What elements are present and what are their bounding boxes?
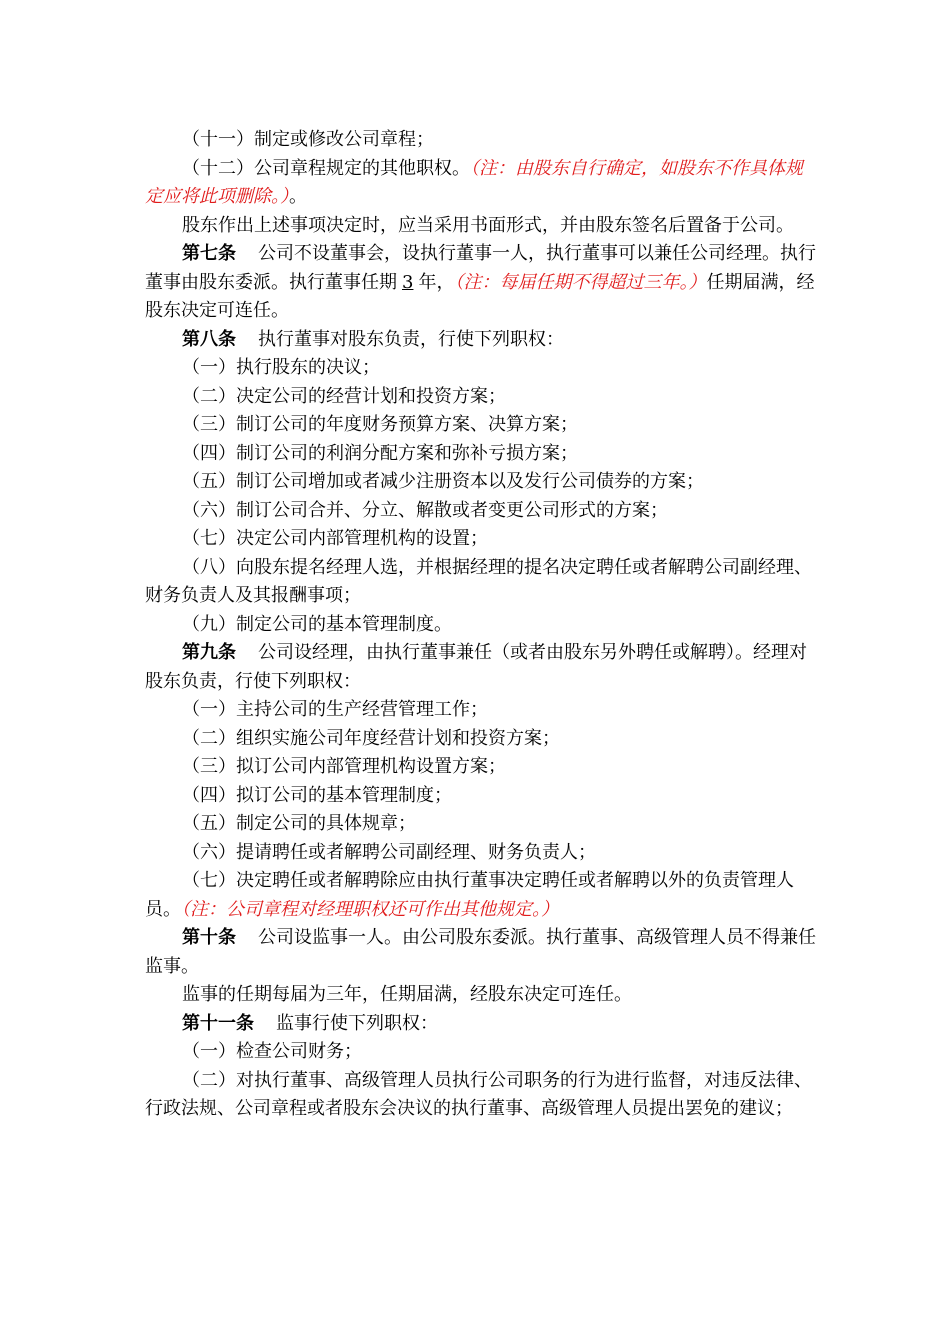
article-heading: 第九条 (182, 642, 236, 663)
paragraph: 股东作出上述事项决定时，应当采用书面形式，并由股东签名后置备于公司。 (182, 214, 794, 236)
article-9: 第九条 公司设经理，由执行董事兼任（或者由股东另外聘任或解聘）。经理对股东负责，行使下列职权： (145, 642, 807, 692)
note-text: （注：公司章程对经理职权还可作出其他规定。） (181, 898, 559, 920)
note-text: （注：每届任期不得超过三年。） (454, 271, 707, 293)
list-item: （七）决定聘任或者解聘除应由执行董事决定聘任或者解聘以外的负责管理人员。（注：公司章程对经理职权还可作出其他规定。） (145, 870, 794, 920)
list-item: （八）向股东提名经理人选，并根据经理的提名决定聘任或者解聘公司副经理、财务负责人及其报酬事项； (145, 556, 812, 606)
list-item: （六）制订公司合并、分立、解散或者变更公司形式的方案； (182, 499, 668, 521)
list-item: （七）决定公司内部管理机构的设置； (182, 528, 488, 549)
list-item: （六）提请聘任或者解聘公司副经理、财务负责人； (182, 841, 596, 863)
article-10: 第十条 公司设监事一人。由公司股东委派。执行董事、高级管理人员不得兼任监事。 (145, 927, 816, 977)
list-item: （一）主持公司的生产经营管理工作； (182, 699, 488, 720)
list-item: （九）制定公司的基本管理制度。 (182, 613, 452, 635)
list-item: （二）对执行董事、高级管理人员执行公司职务的行为进行监督，对违反法律、行政法规、公司章程或者股东会决议的执行董事、高级管理人员提出罢免的建议； (145, 1069, 812, 1119)
article-heading: 第十一条 (182, 1012, 254, 1034)
article-8: 第八条 执行董事对股东负责，行使下列职权： (182, 328, 564, 350)
paragraph: 监事的任期每届为三年，任期届满，经股东决定可连任。 (182, 984, 632, 1005)
article-heading: 第八条 (182, 328, 236, 350)
list-item: （二）决定公司的经营计划和投资方案； (182, 385, 506, 407)
list-item: （三）制订公司的年度财务预算方案、决算方案； (182, 414, 578, 435)
list-item: （四）拟订公司的基本管理制度； (182, 784, 452, 806)
list-item: （五）制定公司的具体规章； (182, 813, 416, 834)
list-item: （三）拟订公司内部管理机构设置方案； (182, 756, 506, 777)
article-heading: 第七条 (182, 243, 236, 264)
document-page (145, 126, 820, 1124)
list-item: （二）组织实施公司年度经营计划和投资方案； (182, 727, 560, 749)
article-7: 第七条 公司不设董事会，设执行董事一人，执行董事可以兼任公司经理。执行董事由股东委派。执行董事任期 3 年，（注：每届任期不得超过三年。）任期届满，经股东决定可连任。 (145, 243, 816, 321)
list-item: （一）检查公司财务； (182, 1041, 362, 1062)
article-heading: 第十条 (182, 927, 236, 948)
list-item: （四）制订公司的利润分配方案和弥补亏损方案； (182, 442, 578, 464)
list-item: （十一）制定或修改公司章程； (182, 129, 434, 150)
note-text: （注：由股东自行确定，如股东不作具体规定应将此项删除。） (145, 157, 803, 207)
term-blank: 3 (402, 271, 414, 293)
list-item: （一）执行股东的决议； (182, 357, 380, 378)
list-item: （五）制订公司增加或者减少注册资本以及发行公司债券的方案； (182, 471, 704, 492)
list-item: （十二）公司章程规定的其他职权。（注：由股东自行确定，如股东不作具体规定应将此项删除。）。 (145, 157, 803, 207)
article-11: 第十一条 监事行使下列职权： (182, 1012, 438, 1034)
